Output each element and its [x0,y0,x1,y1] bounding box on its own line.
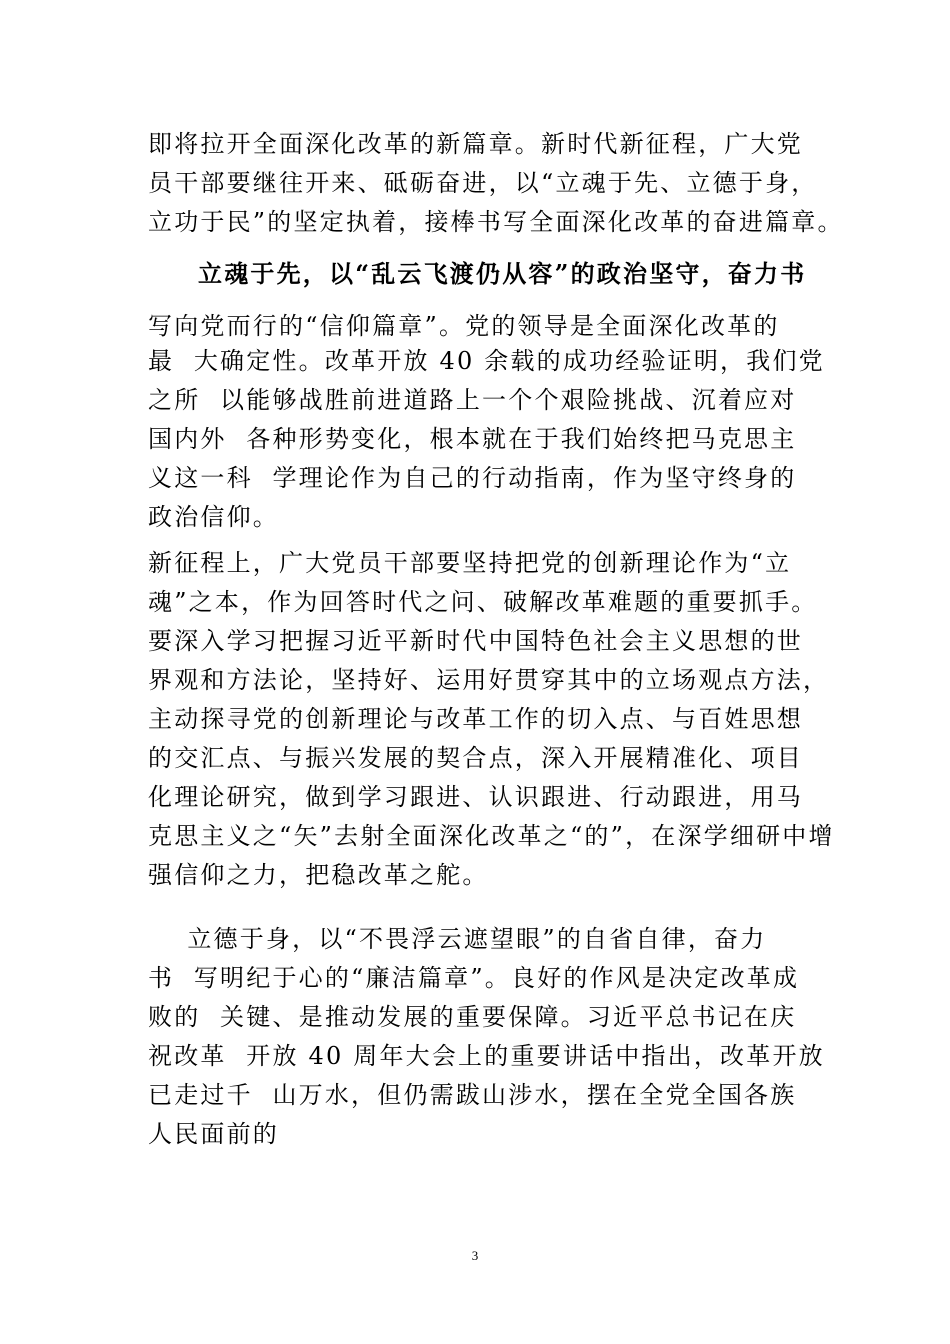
text-line: 界观和方法论，坚持好、运用好贯穿其中的立场观点方法， [148,666,830,694]
text-line: 强信仰之力，把稳改革之舵。 [148,861,489,889]
section-heading: 立魂于先，以“乱云飞渡仍从容”的政治坚守，奋力书 [198,259,807,288]
text-line: 政治信仰。 [148,503,279,531]
text-line: 最 大确定性。改革开放 40 余载的成功经验证明，我们党 [148,347,825,375]
text-line: 员干部要继往开来、砥砺奋进，以“立魂于先、立德于身， [148,169,818,197]
text-line: 魂”之本，作为回答时代之问、破解改革难题的重要抓手。 [148,588,818,616]
text-line: 人民面前的 [148,1120,279,1148]
text-line: 国内外 各种形势变化，根本就在于我们始终把马克思主 [148,425,797,453]
text-line: 写向党而行的“信仰篇章”。党的领导是全面深化改革的 [148,312,780,340]
text-line: 即将拉开全面深化改革的新篇章。新时代新征程，广大党 [148,130,803,158]
text-line: 义这一科 学理论作为自己的行动指南，作为坚守终身的 [148,464,797,492]
text-line: 祝改革 开放 40 周年大会上的重要讲话中指出，改革开放 [148,1042,825,1070]
text-line: 要深入学习把握习近平新时代中国特色社会主义思想的世 [148,627,803,655]
text-line: 立德于身，以“不畏浮云遮望眼”的自省自律，奋力 [148,925,767,953]
text-line: 之所 以能够战胜前进道路上一个个艰险挑战、沉着应对 [148,386,797,414]
text-line: 败的 关键、是推动发展的重要保障。习近平总书记在庆 [148,1003,797,1031]
text-line: 主动探寻党的创新理论与改革工作的切入点、与百姓思想 [148,705,803,733]
text-line: 的交汇点、与振兴发展的契合点，深入开展精准化、项目 [148,744,803,772]
page-number: 3 [471,1248,479,1263]
text-line: 新征程上，广大党员干部要坚持把党的创新理论作为“立 [148,549,792,577]
text-line: 克思主义之“矢”去射全面深化改革之“的”，在深学细研中增 [148,822,835,850]
text-line: 化理论研究，做到学习跟进、认识跟进、行动跟进，用马 [148,783,803,811]
text-line: 立功于民”的坚定执着，接棒书写全面深化改革的奋进篇章。 [148,208,844,236]
text-line: 书 写明纪于心的“廉洁篇章”。良好的作风是决定改革成 [148,964,800,992]
text-line: 已走过千 山万水，但仍需跋山涉水，摆在全党全国各族 [148,1081,797,1109]
